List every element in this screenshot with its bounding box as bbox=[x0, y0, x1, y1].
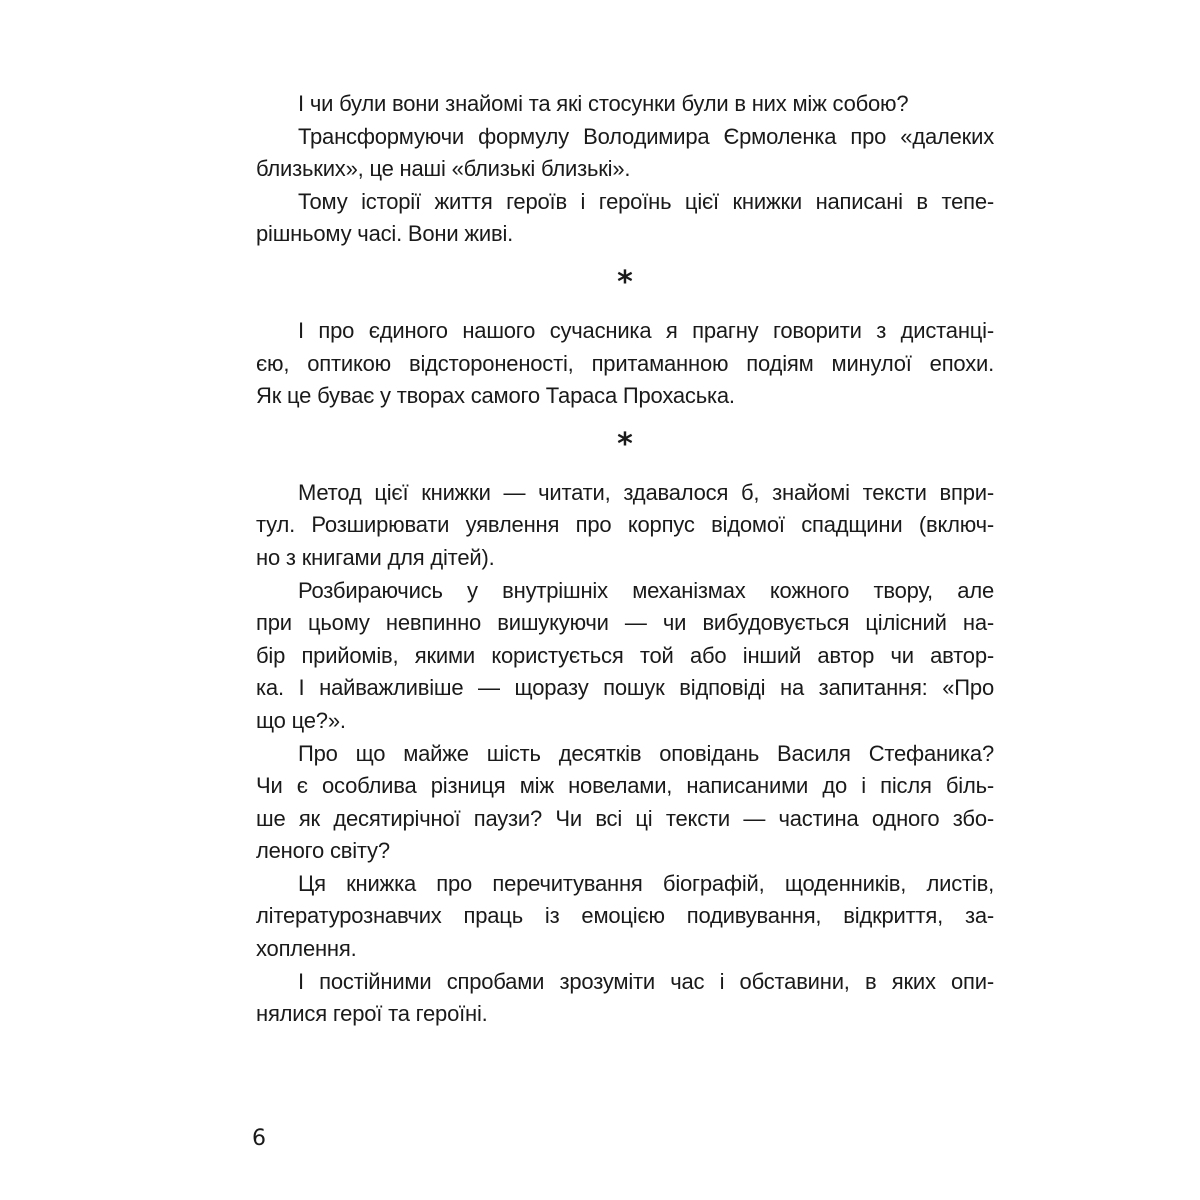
text-line: бір прийомів, якими користується той або інший автор чи автор- bbox=[256, 642, 994, 668]
text-line: Чи є особлива різниця між новелами, написаними до і після біль- bbox=[256, 773, 994, 799]
text-line: І постійними спробами зрозуміти час і обставини, в яких опи- bbox=[298, 968, 994, 994]
text-line: Як це буває у творах самого Тараса Прохаська. bbox=[256, 383, 735, 409]
section-separator-asterisk: * bbox=[617, 426, 633, 462]
paragraph bbox=[256, 315, 994, 413]
paragraph bbox=[256, 186, 994, 251]
text-line: літературознавчих праць із емоцією подивування, відкриття, за- bbox=[256, 903, 994, 929]
text-line: Трансформуючи формулу Володимира Єрмоленка про «далеких bbox=[298, 123, 994, 149]
text-line: ше як десятирічної паузи? Чи всі ці тексти — частина одного збо- bbox=[256, 805, 994, 831]
text-line: леного світу? bbox=[256, 838, 390, 864]
text-line: при цьому невпинно вишукуючи — чи вибудовується цілісний на- bbox=[256, 610, 994, 636]
text-line: Ця книжка про перечитування біографій, щоденників, листів, bbox=[298, 870, 994, 896]
paragraph bbox=[256, 88, 994, 121]
text-line: Про що майже шість десятків оповідань Василя Стефаника? bbox=[298, 740, 994, 766]
paragraph bbox=[256, 738, 994, 868]
paragraph bbox=[256, 868, 994, 966]
paragraph bbox=[256, 477, 994, 575]
text-line: ка. І найважливіше — щоразу пошук відповіді на запитання: «Про bbox=[256, 675, 994, 701]
text-line: що це?». bbox=[256, 707, 346, 733]
text-line: хоплення. bbox=[256, 936, 357, 962]
text-line: Розбираючись у внутрішніх механізмах кожного твору, але bbox=[298, 577, 994, 603]
paragraph bbox=[256, 121, 994, 186]
text-line: Метод цієї книжки — читати, здавалося б, знайомі тексти впри- bbox=[298, 479, 994, 505]
text-line: І про єдиного нашого сучасника я прагну говорити з дистанці- bbox=[298, 317, 994, 343]
text-line: єю, оптикою відстороненості, притаманною подіям минулої епохи. bbox=[256, 350, 994, 376]
text-line: рішньому часі. Вони живі. bbox=[256, 221, 514, 247]
section-separator-asterisk: * bbox=[617, 264, 633, 300]
text-line: но з книгами для дітей). bbox=[256, 544, 495, 570]
text-line: близьких», це наші «близькі близькі». bbox=[256, 156, 631, 182]
text-line: І чи були вони знайомі та які стосунки були в них між собою? bbox=[298, 91, 909, 116]
paragraph bbox=[256, 575, 994, 738]
text-line: Тому історії життя героїв і героїнь цієї книжки написані в тепе- bbox=[298, 188, 994, 214]
page-body-text bbox=[256, 88, 994, 1031]
paragraph bbox=[256, 966, 994, 1031]
page-number: 6 bbox=[252, 1126, 266, 1151]
text-line: тул. Розширювати уявлення про корпус відомої спадщини (включ- bbox=[256, 512, 994, 538]
text-line: нялися герої та героїні. bbox=[256, 1001, 488, 1027]
